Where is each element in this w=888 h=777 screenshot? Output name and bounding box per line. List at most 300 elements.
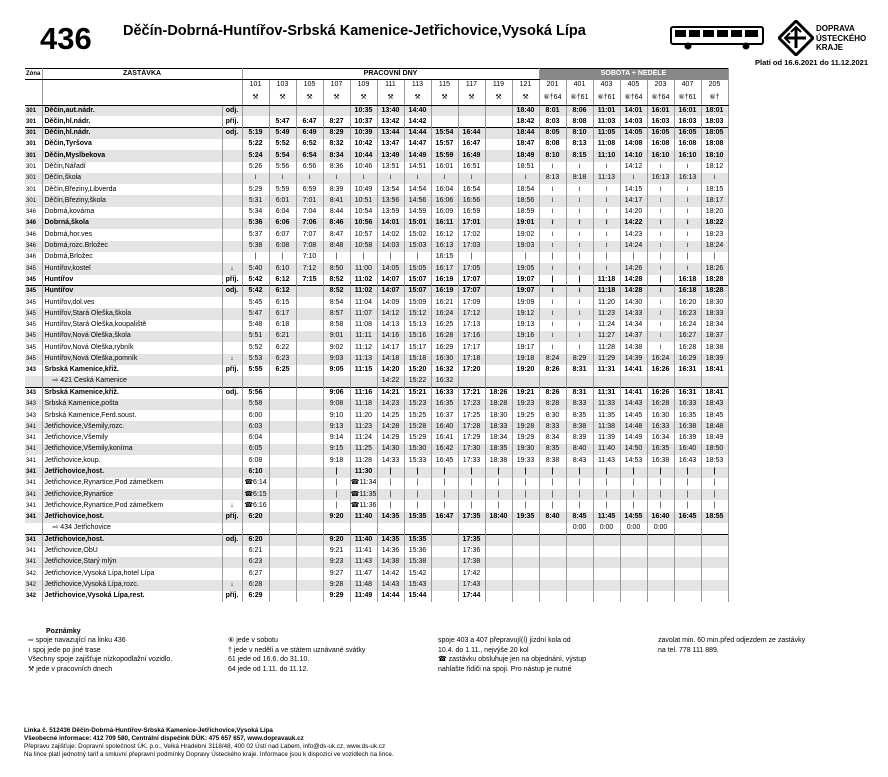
time-cell xyxy=(458,376,485,387)
time-cell: 8:30 xyxy=(539,410,566,421)
table-row xyxy=(25,534,728,545)
time-cell xyxy=(593,580,620,591)
zone-cell: 343 xyxy=(25,410,42,421)
time-cell xyxy=(431,580,458,591)
time-cell: 5:49 xyxy=(269,128,296,139)
time-cell xyxy=(674,376,701,387)
table-row xyxy=(25,365,728,376)
time-cell: 14:49 xyxy=(404,150,431,161)
time-cell xyxy=(620,580,647,591)
trip-note: ⑥†64 xyxy=(539,91,566,105)
time-cell: | xyxy=(512,252,539,263)
time-cell: ≀ xyxy=(566,241,593,252)
time-cell: | xyxy=(485,489,512,500)
time-cell: 18:20 xyxy=(701,207,728,218)
time-cell: 15:25 xyxy=(404,410,431,421)
stop-blank xyxy=(42,91,242,105)
trip-note: ⑥†64 xyxy=(647,91,674,105)
zone-blank xyxy=(25,80,42,91)
time-cell: 6:20 xyxy=(242,534,269,545)
trip-number: 113 xyxy=(404,80,431,91)
arrival-departure-mark xyxy=(222,252,242,263)
time-cell xyxy=(620,534,647,545)
time-cell: 15:44 xyxy=(404,591,431,602)
trip-note: ⑥†64 xyxy=(620,91,647,105)
time-cell xyxy=(674,523,701,534)
time-cell: 18:49 xyxy=(701,433,728,444)
zone-cell: 341 xyxy=(25,489,42,500)
time-cell: 5:59 xyxy=(269,184,296,195)
time-cell: 11:15 xyxy=(350,365,377,376)
time-cell xyxy=(431,557,458,568)
time-cell: 17:02 xyxy=(458,229,485,240)
time-cell: ≀ xyxy=(566,308,593,319)
time-cell: 11:07 xyxy=(350,308,377,319)
arrival-departure-mark xyxy=(222,218,242,229)
stop-name: Děčín,hl.nádr. xyxy=(42,128,222,139)
time-cell: 18:26 xyxy=(701,263,728,274)
zone-cell: 301 xyxy=(25,139,42,150)
time-cell: 17:44 xyxy=(458,591,485,602)
time-cell: | xyxy=(647,275,674,286)
trip-number: 401 xyxy=(566,80,593,91)
time-cell: 6:07 xyxy=(269,229,296,240)
time-cell: 15:33 xyxy=(404,455,431,466)
time-cell: 15:43 xyxy=(404,580,431,591)
zone-cell: 345 xyxy=(25,275,42,286)
arrival-departure-mark: odj. xyxy=(222,534,242,545)
time-cell xyxy=(647,591,674,602)
time-cell: 5:54 xyxy=(269,150,296,161)
time-cell: 8:33 xyxy=(539,421,566,432)
time-cell: 14:41 xyxy=(620,365,647,376)
table-row xyxy=(25,376,728,387)
time-cell: 6:08 xyxy=(269,241,296,252)
time-cell: | xyxy=(512,489,539,500)
time-cell: 11:24 xyxy=(593,320,620,331)
trip-number: 121 xyxy=(512,80,539,91)
time-cell: 18:01 xyxy=(701,105,728,116)
arrival-departure-mark: ↓ xyxy=(222,354,242,365)
time-cell xyxy=(350,376,377,387)
time-cell: | xyxy=(647,478,674,489)
arrival-departure-mark xyxy=(222,557,242,568)
time-cell: ≀ xyxy=(539,297,566,308)
arrival-departure-mark xyxy=(222,331,242,342)
time-cell: 11:00 xyxy=(350,263,377,274)
time-cell xyxy=(296,591,323,602)
time-cell xyxy=(296,320,323,331)
time-cell xyxy=(566,557,593,568)
time-cell: ≀ xyxy=(566,286,593,297)
time-cell xyxy=(269,105,296,116)
time-cell: | xyxy=(377,500,404,511)
time-cell: | xyxy=(593,489,620,500)
time-cell: 7:06 xyxy=(296,218,323,229)
time-cell: 5:38 xyxy=(242,241,269,252)
time-cell xyxy=(566,376,593,387)
time-cell: 16:23 xyxy=(674,308,701,319)
time-cell: 19:20 xyxy=(512,365,539,376)
time-cell: 8:52 xyxy=(323,275,350,286)
time-cell: ≀ xyxy=(647,184,674,195)
time-cell: ≀ xyxy=(593,263,620,274)
stop-name: Jetřichovice,Všemily,konírna xyxy=(42,444,222,455)
time-cell: 14:29 xyxy=(377,433,404,444)
stop-name: Dobrná,rozc.Brložec xyxy=(42,241,222,252)
time-cell: 8:32 xyxy=(323,139,350,150)
time-cell: | xyxy=(539,467,566,478)
time-cell: 14:33 xyxy=(377,455,404,466)
time-cell: 17:42 xyxy=(458,568,485,579)
time-cell: 6:52 xyxy=(296,139,323,150)
time-cell: ≀ xyxy=(647,297,674,308)
time-cell: 8:08 xyxy=(539,139,566,150)
time-cell: 14:08 xyxy=(620,139,647,150)
time-cell: | xyxy=(701,500,728,511)
time-cell: | xyxy=(647,500,674,511)
table-row xyxy=(25,150,728,161)
time-cell: 16:08 xyxy=(674,139,701,150)
stop-name: Huntířov xyxy=(42,286,222,297)
stop-name: Jetřichovice,Rynartice,Pod zámečkem xyxy=(42,478,222,489)
arrival-departure-mark xyxy=(222,342,242,353)
table-row xyxy=(25,410,728,421)
time-cell: 5:40 xyxy=(242,263,269,274)
time-cell: 14:50 xyxy=(620,444,647,455)
time-cell xyxy=(485,546,512,557)
time-cell: 8:01 xyxy=(539,105,566,116)
time-cell: 13:59 xyxy=(377,207,404,218)
zone-cell: 346 xyxy=(25,252,42,263)
time-cell: | xyxy=(539,252,566,263)
time-cell: 6:05 xyxy=(242,444,269,455)
zone-cell: 341 xyxy=(25,534,42,545)
arrival-departure-mark: příj. xyxy=(222,116,242,127)
time-cell xyxy=(539,376,566,387)
table-row xyxy=(25,546,728,557)
table-row xyxy=(25,195,728,206)
time-cell: 18:28 xyxy=(701,286,728,297)
time-cell: 8:15 xyxy=(566,150,593,161)
time-cell xyxy=(269,410,296,421)
time-cell: 18:53 xyxy=(701,455,728,466)
time-cell: ≀ xyxy=(566,342,593,353)
zone-cell: 345 xyxy=(25,320,42,331)
time-cell: 15:16 xyxy=(404,331,431,342)
zone-cell: 301 xyxy=(25,150,42,161)
time-cell xyxy=(485,580,512,591)
time-cell xyxy=(566,591,593,602)
time-cell: 14:23 xyxy=(620,229,647,240)
time-cell xyxy=(269,455,296,466)
time-cell: 15:20 xyxy=(404,365,431,376)
time-cell: 16:24 xyxy=(431,308,458,319)
time-cell: 0:00 xyxy=(647,523,674,534)
time-cell: 15:07 xyxy=(404,275,431,286)
time-cell: | xyxy=(647,467,674,478)
time-cell: 10:37 xyxy=(350,116,377,127)
stop-name: Děčín,Nářadí xyxy=(42,162,222,173)
time-cell: 17:25 xyxy=(458,410,485,421)
time-cell: 14:37 xyxy=(620,331,647,342)
arrival-departure-mark xyxy=(222,320,242,331)
table-row xyxy=(25,399,728,410)
arrival-departure-mark: příj. xyxy=(222,512,242,523)
time-cell: 14:23 xyxy=(377,399,404,410)
time-cell: 16:41 xyxy=(431,433,458,444)
time-cell: 10:35 xyxy=(350,105,377,116)
footer-line: Přepravu zajišťuje: Dopravní společnost ÚK, p.o., Velká Hradební 3118/48, 400 02 Ústí nad Labem, info@ds-uk.cz, www.ds-uk.cz xyxy=(24,743,386,750)
time-cell: 17:38 xyxy=(458,557,485,568)
time-cell: 14:44 xyxy=(404,128,431,139)
time-cell: 16:15 xyxy=(431,252,458,263)
trip-note: ⚒ xyxy=(377,91,404,105)
arrival-departure-mark xyxy=(222,467,242,478)
stop-name: Jetřichovice,Vysoká Lípa,rest. xyxy=(42,591,222,602)
arrival-departure-mark xyxy=(222,139,242,150)
time-cell: 9:01 xyxy=(323,331,350,342)
time-cell: ≀ xyxy=(647,286,674,297)
arrival-departure-mark xyxy=(222,308,242,319)
time-cell: | xyxy=(458,489,485,500)
header xyxy=(18,18,870,58)
time-cell: 18:49 xyxy=(512,150,539,161)
time-cell xyxy=(296,455,323,466)
time-cell: ≀ xyxy=(539,207,566,218)
legend-item: ≀ spoj jede po jiné trase xyxy=(28,646,101,654)
time-cell: 15:02 xyxy=(404,229,431,240)
time-cell: 6:47 xyxy=(296,116,323,127)
table-row xyxy=(25,354,728,365)
time-cell: 8:29 xyxy=(323,128,350,139)
zone-cell: 345 xyxy=(25,342,42,353)
time-cell: 14:30 xyxy=(377,444,404,455)
time-cell: 8:44 xyxy=(323,207,350,218)
time-cell: 11:16 xyxy=(350,388,377,399)
time-cell: ≀ xyxy=(566,297,593,308)
time-cell xyxy=(269,534,296,545)
table-row xyxy=(25,252,728,263)
trip-note: ⚒ xyxy=(404,91,431,105)
time-cell xyxy=(566,534,593,545)
time-cell: 19:33 xyxy=(512,455,539,466)
legend-item: ⑥ jede v sobotu xyxy=(228,637,278,644)
time-cell xyxy=(593,568,620,579)
time-cell: 16:12 xyxy=(431,229,458,240)
time-cell: 13:44 xyxy=(377,128,404,139)
time-cell xyxy=(485,207,512,218)
time-cell: 6:15 xyxy=(269,297,296,308)
time-cell: 16:44 xyxy=(458,128,485,139)
time-cell: 19:07 xyxy=(512,286,539,297)
zone-cell: 301 xyxy=(25,173,42,184)
zone-cell: 346 xyxy=(25,241,42,252)
time-cell: 16:40 xyxy=(431,421,458,432)
time-cell: ≀ xyxy=(566,184,593,195)
arrival-departure-mark xyxy=(222,410,242,421)
time-cell: 8:39 xyxy=(566,433,593,444)
table-row xyxy=(25,308,728,319)
time-cell: 19:35 xyxy=(512,512,539,523)
time-cell: | xyxy=(674,489,701,500)
time-cell: | xyxy=(674,500,701,511)
time-cell: 15:38 xyxy=(404,557,431,568)
trip-note: ⚒ xyxy=(296,91,323,105)
trip-number: 405 xyxy=(620,80,647,91)
time-cell: 15:35 xyxy=(404,512,431,523)
time-cell: | xyxy=(377,478,404,489)
time-cell: 18:28 xyxy=(701,275,728,286)
time-cell: 11:18 xyxy=(593,286,620,297)
zone-cell: 345 xyxy=(25,354,42,365)
time-cell xyxy=(485,184,512,195)
time-cell: ≀ xyxy=(674,184,701,195)
table-row xyxy=(25,523,728,534)
time-cell: ≀ xyxy=(296,173,323,184)
stop-name: Jetřichovice,Rynartice,Pod zámečkem xyxy=(42,500,222,511)
time-cell xyxy=(296,433,323,444)
time-cell: 9:13 xyxy=(323,421,350,432)
time-cell: | xyxy=(242,252,269,263)
time-cell: ≀ xyxy=(647,320,674,331)
time-cell: ≀ xyxy=(674,207,701,218)
time-cell: 6:49 xyxy=(296,128,323,139)
time-cell: 11:41 xyxy=(350,546,377,557)
time-cell xyxy=(512,376,539,387)
time-cell: 14:34 xyxy=(620,320,647,331)
time-cell xyxy=(296,410,323,421)
time-cell xyxy=(296,421,323,432)
time-cell: 6:25 xyxy=(269,365,296,376)
time-cell: ≀ xyxy=(593,218,620,229)
time-cell: ≀ xyxy=(539,308,566,319)
arrival-departure-mark xyxy=(222,523,242,534)
time-cell: 14:05 xyxy=(377,263,404,274)
time-cell xyxy=(539,591,566,602)
time-cell xyxy=(485,241,512,252)
table-row xyxy=(25,218,728,229)
time-cell: | xyxy=(269,252,296,263)
arrival-departure-mark: příj. xyxy=(222,365,242,376)
time-cell xyxy=(701,546,728,557)
time-cell: 6:20 xyxy=(242,512,269,523)
time-cell: 18:48 xyxy=(701,421,728,432)
zone-cell: 301 xyxy=(25,184,42,195)
time-cell: | xyxy=(485,467,512,478)
trip-note: ⑥†61 xyxy=(566,91,593,105)
time-cell: | xyxy=(674,478,701,489)
time-cell xyxy=(431,116,458,127)
table-row xyxy=(25,207,728,218)
time-cell: 9:27 xyxy=(323,568,350,579)
time-cell xyxy=(431,523,458,534)
legend-column xyxy=(228,636,438,674)
time-cell: 16:11 xyxy=(431,218,458,229)
time-cell: 15:21 xyxy=(404,388,431,399)
time-cell: ≀ xyxy=(539,331,566,342)
time-cell: 16:28 xyxy=(647,399,674,410)
time-cell xyxy=(674,557,701,568)
time-cell: 9:06 xyxy=(323,388,350,399)
time-cell: 19:05 xyxy=(512,263,539,274)
time-cell: 17:23 xyxy=(458,399,485,410)
time-cell: 9:29 xyxy=(323,591,350,602)
time-cell: 15:36 xyxy=(404,546,431,557)
time-cell: 18:23 xyxy=(701,229,728,240)
time-cell: 18:17 xyxy=(701,195,728,206)
table-row xyxy=(25,421,728,432)
time-cell: 13:42 xyxy=(377,116,404,127)
stop-name: Jetřichovice,Starý mlýn xyxy=(42,557,222,568)
time-cell xyxy=(512,568,539,579)
time-cell xyxy=(242,523,269,534)
time-cell: 10:49 xyxy=(350,184,377,195)
time-cell xyxy=(485,523,512,534)
time-cell: 7:15 xyxy=(296,275,323,286)
time-cell: 18:34 xyxy=(701,320,728,331)
time-cell: 19:23 xyxy=(512,399,539,410)
time-cell: 14:13 xyxy=(377,320,404,331)
time-cell: 6:23 xyxy=(242,557,269,568)
time-cell: ≀ xyxy=(566,207,593,218)
time-cell: 6:04 xyxy=(269,207,296,218)
time-cell: 6:10 xyxy=(269,263,296,274)
time-cell xyxy=(296,557,323,568)
time-cell: 16:03 xyxy=(647,116,674,127)
time-cell xyxy=(485,128,512,139)
time-cell: 14:28 xyxy=(377,421,404,432)
time-cell: | xyxy=(323,467,350,478)
time-cell: ≀ xyxy=(647,308,674,319)
trip-note: ⚒ xyxy=(512,91,539,105)
time-cell: 14:02 xyxy=(377,229,404,240)
time-cell: ≀ xyxy=(593,162,620,173)
stop-name: Jetřichovice,Vysoká Lípa,rozc. xyxy=(42,580,222,591)
time-cell: 17:33 xyxy=(458,455,485,466)
time-cell: 14:20 xyxy=(620,207,647,218)
time-cell xyxy=(458,116,485,127)
stop-name: ⇨ 434 Jetřichovice xyxy=(42,523,222,534)
time-cell: 14:28 xyxy=(620,275,647,286)
footer xyxy=(24,727,394,759)
time-cell xyxy=(296,523,323,534)
time-cell: 19:16 xyxy=(512,331,539,342)
time-cell: 17:43 xyxy=(458,580,485,591)
time-cell: | xyxy=(701,478,728,489)
time-cell xyxy=(539,546,566,557)
time-cell: 16:33 xyxy=(647,421,674,432)
time-cell: 17:36 xyxy=(458,546,485,557)
time-cell: 11:40 xyxy=(593,444,620,455)
time-cell xyxy=(296,376,323,387)
time-cell: 7:04 xyxy=(296,207,323,218)
stop-name: Huntířov,Nová Oleška,rybník xyxy=(42,342,222,353)
time-cell xyxy=(269,523,296,534)
time-cell: 14:35 xyxy=(377,512,404,523)
time-cell: 17:03 xyxy=(458,241,485,252)
stop-name: Huntířov xyxy=(42,275,222,286)
time-cell: ≀ xyxy=(647,218,674,229)
time-cell: 16:45 xyxy=(674,512,701,523)
time-cell: 9:20 xyxy=(323,534,350,545)
zone-cell: 346 xyxy=(25,229,42,240)
time-cell: 8:31 xyxy=(566,365,593,376)
time-cell: 6:00 xyxy=(242,410,269,421)
time-cell: 14:35 xyxy=(377,534,404,545)
time-cell: ≀ xyxy=(674,263,701,274)
time-cell: 6:18 xyxy=(269,320,296,331)
